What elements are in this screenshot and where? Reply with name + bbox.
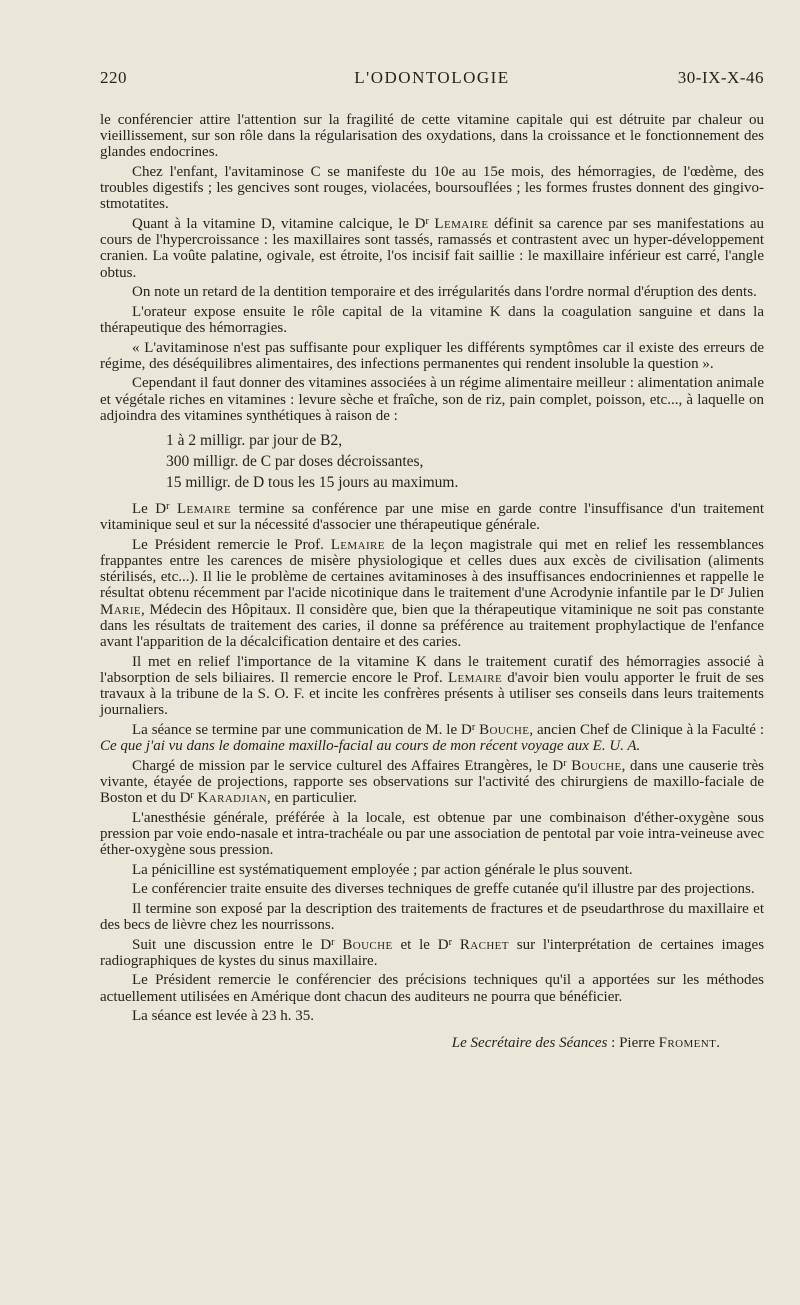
- paragraph: Il met en relief l'importance de la vitamine K dans le traitement curatif des hémorragies associé à l'absorption de sels biliaires. Il remercie encore le Prof. Lemaire d'avoir bien voulu apporter le fruit de ses travaux à la tribune de la S. O. F. et incite les confrères présents à utiliser ses conseils dans leurs traitements journaliers.: [100, 653, 764, 719]
- paragraph: La séance se termine par une communication de M. le $D^r$ Bouche, ancien Chef de Clinique à la Faculté : Ce que j'ai vu dans le domaine maxillo-facial au cours de mon récent voyage aux E. U. A.: [100, 721, 765, 755]
- paragraph: Suit une discussion entre le $D^r$ Bouche et le $D^r$ Rachet sur l'interprétation de certaines images radiographiques de kystes du sinus maxillaire.: [100, 936, 765, 969]
- signature-role: Le Secrétaire des Séances: [451, 1035, 608, 1052]
- person-name: Marie: [100, 601, 142, 618]
- person-name: Lemaire: [447, 669, 503, 686]
- paragraph: On note un retard de la dentition temporaire et des irrégularités dans l'ordre normal d'éruption des dents.: [132, 284, 757, 301]
- article-body: [100, 112, 764, 1052]
- paragraph: Cependant il faut donner des vitamines associées à un régime alimentaire meilleur : alimentation animale et végétale riches en vitamines : levure sèche et fraîche, son de riz, pain complet, poisson, etc..., à laquelle on adjoindra des vitamines synthétiques à raison de :: [100, 375, 764, 424]
- communication-title: Ce que j'ai vu dans le domaine maxillo-facial au cours de mon récent voyage aux E. U. A.: [100, 738, 641, 755]
- paragraph: Chargé de mission par le service culturel des Affaires Etrangères, le $D^r$ Bouche, dans une causerie très vivante, étayée de projections, rapporte ses observations sur l'activité des chirurgiens de maxillo-faciale de Boston et du $D^r$ Karadjian, en particulier.: [100, 757, 765, 807]
- journal-title: L'ODONTOLOGIE: [354, 68, 510, 87]
- paragraph: Le Président remercie le conférencier des précisions techniques qu'il a apportées sur les méthodes actuellement utilisées en Amérique dont chacun des auditeurs ne pourra que bénéficier.: [100, 972, 764, 1005]
- paragraph: Le Président remercie le Prof. Lemaire de la leçon magistrale qui met en relief les ressemblances frappantes entre les carences de misère physiologique et celles dues aux excès de civilisation (aliments stérilisés, etc...). Il lie le problème de certaines avitaminoses à des insuffisances endocriniennes et rappelle le résultat obtenu récemment par l'acide nicotinique dans le traitement d'une Acrodynie infantile par le $D^r$ Julien Marie, Médecin des Hôpitaux. Il considère que, bien que la thérapeutique vitaminique ne soit pas constante dans les résultats de traitement des caries, il donne sa préférence au traitement prophylactique de l'enfance avant l'apparition de la décalcification dentaire et des caries.: [100, 536, 764, 651]
- paragraph: Quant à la vitamine D, vitamine calcique, le $D^r$ Lemaire définit sa carence par ses manifestations au cours de l'hypercroissance : les maxillaires sont tassés, ramassés et contrastent avec un hyper-développement cranien. La voûte palatine, ogivale, est étroite, l'os incisif fait saillie : le maxillaire inférieur est carré, l'angle obtus.: [100, 216, 765, 281]
- signature-line: Le Secrétaire des Séances : Pierre Froment.: [451, 1035, 720, 1052]
- page-number: 220: [100, 68, 127, 87]
- paragraph: Chez l'enfant, l'avitaminose C se manifeste du 10e au 15e mois, des hémorragies, de l'œdème, des troubles digestifs ; les gencives sont rouges, violacées, boursouflées ; les formes frustes donnent des gingivo-stmotatites.: [100, 164, 764, 213]
- person-name: Bouche: [571, 757, 622, 774]
- dosage-item: 1 à 2 milligr. par jour de B2,: [166, 432, 343, 449]
- person-name: Lemaire: [176, 501, 232, 517]
- paragraph: L'orateur expose ensuite le rôle capital de la vitamine K dans la coagulation sanguine et dans la thérapeutique des hémorragies.: [100, 303, 764, 336]
- running-header: [100, 68, 764, 92]
- person-name: Bouche: [479, 721, 530, 738]
- paragraph: le conférencier attire l'attention sur la fragilité de cette vitamine capitale qui est détruite par chaleur ou vieillissement, sur son rôle dans la régularisation des oxydations, dans la croissance et le fonctionnement des glandes endocrines.: [100, 112, 764, 161]
- paragraph: L'anesthésie générale, préférée à la locale, est obtenue par une combinaison d'éther-oxygène sous pression par voie endo-nasale et intra-trachéale ou par une association de pentotal par voie intra-veineuse avec éther-oxygène sous pression.: [100, 809, 764, 859]
- dosage-item: 15 milligr. de D tous les 15 jours au maximum.: [166, 474, 459, 491]
- paragraph: Il termine son exposé par la description des traitements de fractures et de pseudarthrose du maxillaire et des becs de lièvre chez les nourrissons.: [100, 900, 764, 933]
- paragraph: Le conférencier traite ensuite des diverses techniques de greffe cutanée qu'il illustre par des projections.: [132, 881, 755, 898]
- paragraph: La pénicilline est systématiquement employée ; par action générale le plus souvent.: [132, 861, 633, 878]
- paragraph: La séance est levée à 23 h. 35.: [132, 1008, 314, 1025]
- paragraph: « L'avitaminose n'est pas suffisante pour expliquer les différents symptômes car il existe des erreurs de régime, des déséquilibres alimentaires, des infections permanentes qui rendent insoluble la question ».: [100, 339, 764, 372]
- dosage-list: [100, 430, 764, 493]
- person-name: Lemaire: [434, 216, 489, 232]
- person-name: Lemaire: [330, 536, 385, 553]
- issue-date: 30-IX-X-46: [677, 68, 764, 87]
- person-name: Rachet: [459, 936, 509, 953]
- person-name: Karadjian: [197, 790, 267, 807]
- signature-name: Froment: [658, 1035, 717, 1052]
- paragraph: Le $D^r$ Lemaire termine sa conférence par une mise en garde contre l'insuffisance d'un traitement vitaminique seul et sur la nécessité d'associer une thérapeutique générale.: [100, 501, 764, 534]
- person-name: Bouche: [342, 936, 393, 953]
- dosage-item: 300 milligr. de C par doses décroissantes,: [166, 453, 424, 470]
